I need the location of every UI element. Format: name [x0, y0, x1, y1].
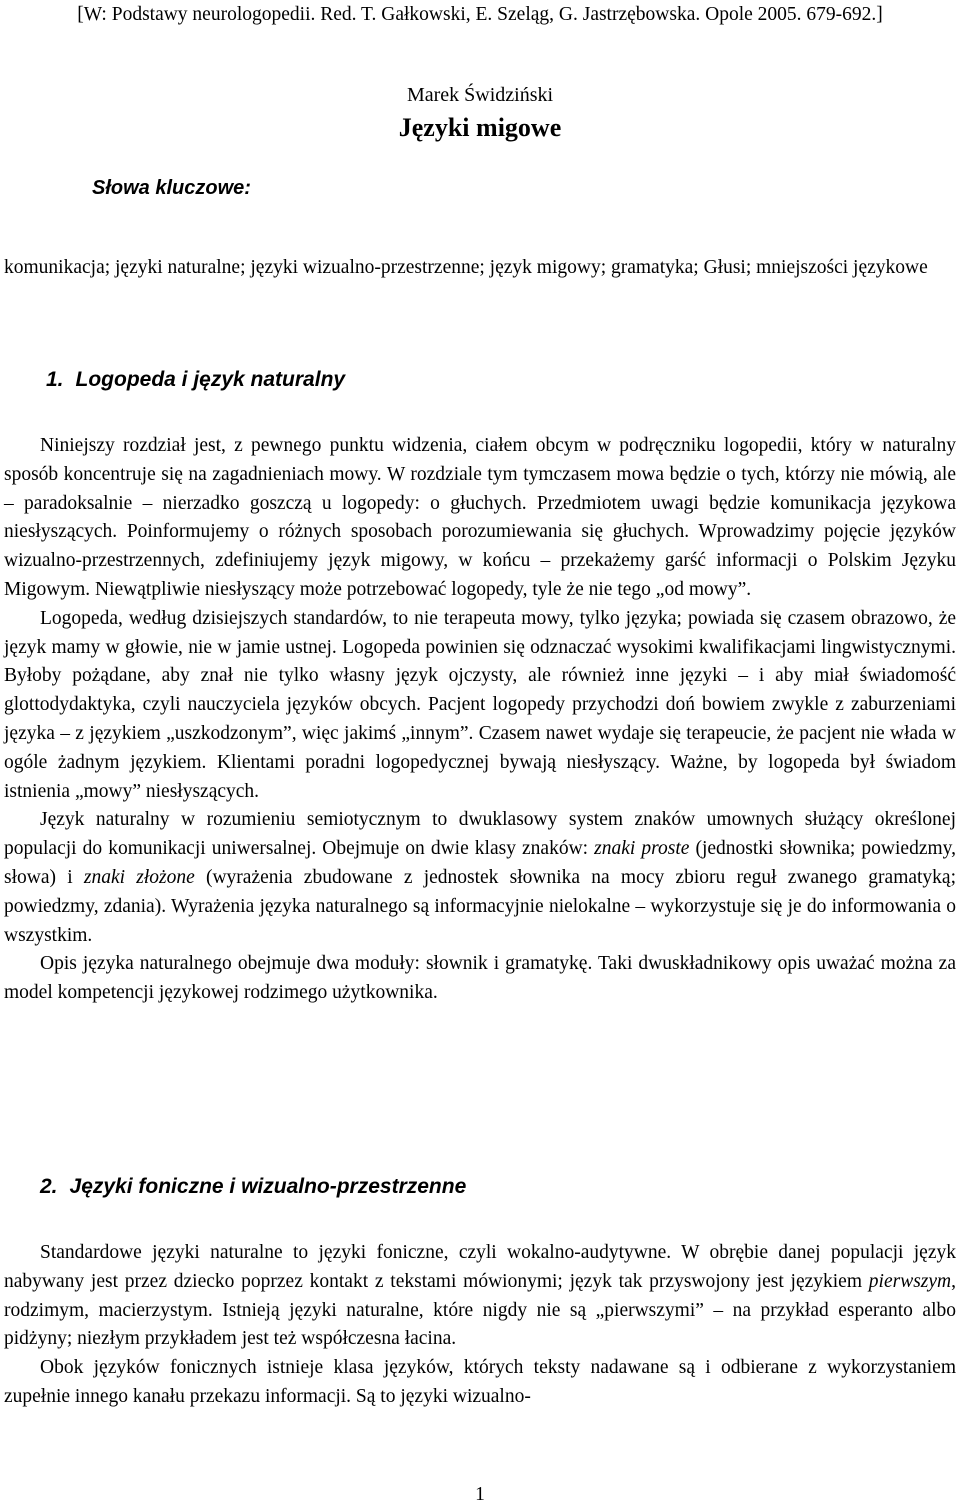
section-1-paragraph-4: Opis języka naturalnego obejmuje dwa moduły: słownik i gramatykę. Taki dwuskładnikowy opis uważać można za model kompetencji językowej rodzimego użytkownika. — [4, 953, 956, 1004]
section-1-paragraph-3 — [4, 806, 956, 950]
section-1-number: 1. — [46, 368, 64, 391]
section-2-paragraph-2: Obok języków fonicznych istnieje klasa języków, których teksty nadawane są i odbierane z wykorzystaniem zupełnie innego kanału przekazu informacji. Są to języki wizualno- — [4, 1357, 956, 1407]
section-1-title: Logopeda i język naturalny — [75, 368, 346, 391]
keywords-text: komunikacja; języki naturalne; języki wizualno-przestrzenne; język migowy; gramatyka; Głusi; mniejszości językowe — [4, 257, 928, 278]
section-1-paragraph-1: Niniejszy rozdział jest, z pewnego punktu widzenia, ciałem obcym w podręczniku logopedii, który w naturalny sposób koncentruje się na zagadnieniach mowy. W rozdziale tym tymczasem mowa będzie o tych, którzy nie mówią, ale – paradoksalnie – nierzadko goszczą u logopedy: o głuchych. Przedmiotem uwagi będzie komunikacja językowa niesłyszących. Poinformujemy o różnych sposobach porozumiewania się głuchych. Wprowadzimy pojęcie języków wizualno-przestrzennych, zdefiniujemy język migowy, w końcu – przekażemy garść informacji o Polskim Języku Migowym. Niewątpliwie niesłyszący może potrzebować logopedy, tyle że nie tego „od mowy”. — [4, 435, 956, 600]
text-run: (jednostki słownika; powiedzmy, słowa) i — [4, 838, 956, 888]
section-2-number: 2. — [40, 1175, 58, 1198]
page-number: 1 — [475, 1484, 485, 1505]
keywords-label: Słowa kluczowe: — [92, 177, 251, 199]
text-run: Standardowe języki naturalne to języki foniczne, czyli wokalno-audytywne. W obrębie danej populacji język nabywany jest przez dziecko poprzez kontakt z tekstami mówionymi; język tak przyswojony jest językiem — [4, 1242, 956, 1292]
citation: [W: Podstawy neurologopedii. Red. T. Gałkowski, E. Szeląg, G. Jastrzębowska. Opole 2005. 679-692.] — [77, 4, 883, 25]
text-run: , rodzimym, macierzystym. Istnieją języki naturalne, które nigdy nie są „pierwszymi” – na przykład esperanto albo pidżyny; niezłym przykładem jest też współczesna łacina. — [4, 1270, 956, 1350]
section-2-title: Języki foniczne i wizualno-przestrzenne — [69, 1175, 467, 1198]
section-2-body — [4, 1239, 956, 1412]
text-run: Język naturalny w rozumieniu semiotycznym to dwuklasowy system znaków umownych służący określonej populacji do komunikacji uniwersalnej. Obejmuje on dwie klasy znaków: — [4, 809, 956, 860]
emphasis-term: znaki proste — [594, 838, 690, 860]
section-1-body — [4, 432, 956, 1008]
emphasis-term: pierwszym — [868, 1270, 952, 1292]
article-title: Języki migowe — [398, 113, 562, 142]
section-2-heading — [40, 1174, 466, 1200]
section-2-paragraph-1 — [4, 1239, 956, 1354]
section-1-paragraph-2: Logopeda, według dzisiejszych standardów, to nie terapeuta mowy, tylko języka; powiada się czasem obrazowo, że język mamy w głowie, nie w jamie ustnej. Logopeda powinien się odznaczać wysokimi kwalifikacjami lingwistycznymi. Byłoby pożądane, aby znał nie tylko własny język ojczysty, ale również inne języki – i aby miał świadomość glottodydaktyka, czyli nauczyciela języków obcych. Pacjent logopedy przychodzi doń bowiem zwykle z zaburzeniami języka – z językiem „uszkodzonym”, więc jakimś „innym”. Czasem nawet wydaje się terapeucie, że pacjent nie włada w ogóle żadnym językiem. Klientami poradni logopedycznej bywają niesłyszący. Ważne, by logopeda był świadom istnienia „mowy” niesłyszących. — [4, 607, 956, 802]
emphasis-term: znaki złożone — [83, 866, 195, 888]
text-run: (wyrażenia zbudowane z jednostek słownika na mocy zbioru reguł zwanego gramatyką; powiedzmy, zdania). Wyrażenia języka naturalnego są informacyjnie nielokalne – wykorzystuje się je do informowania o wszystkim. — [4, 866, 957, 946]
section-1-heading — [46, 367, 345, 393]
author-name: Marek Świdziński — [406, 84, 554, 106]
